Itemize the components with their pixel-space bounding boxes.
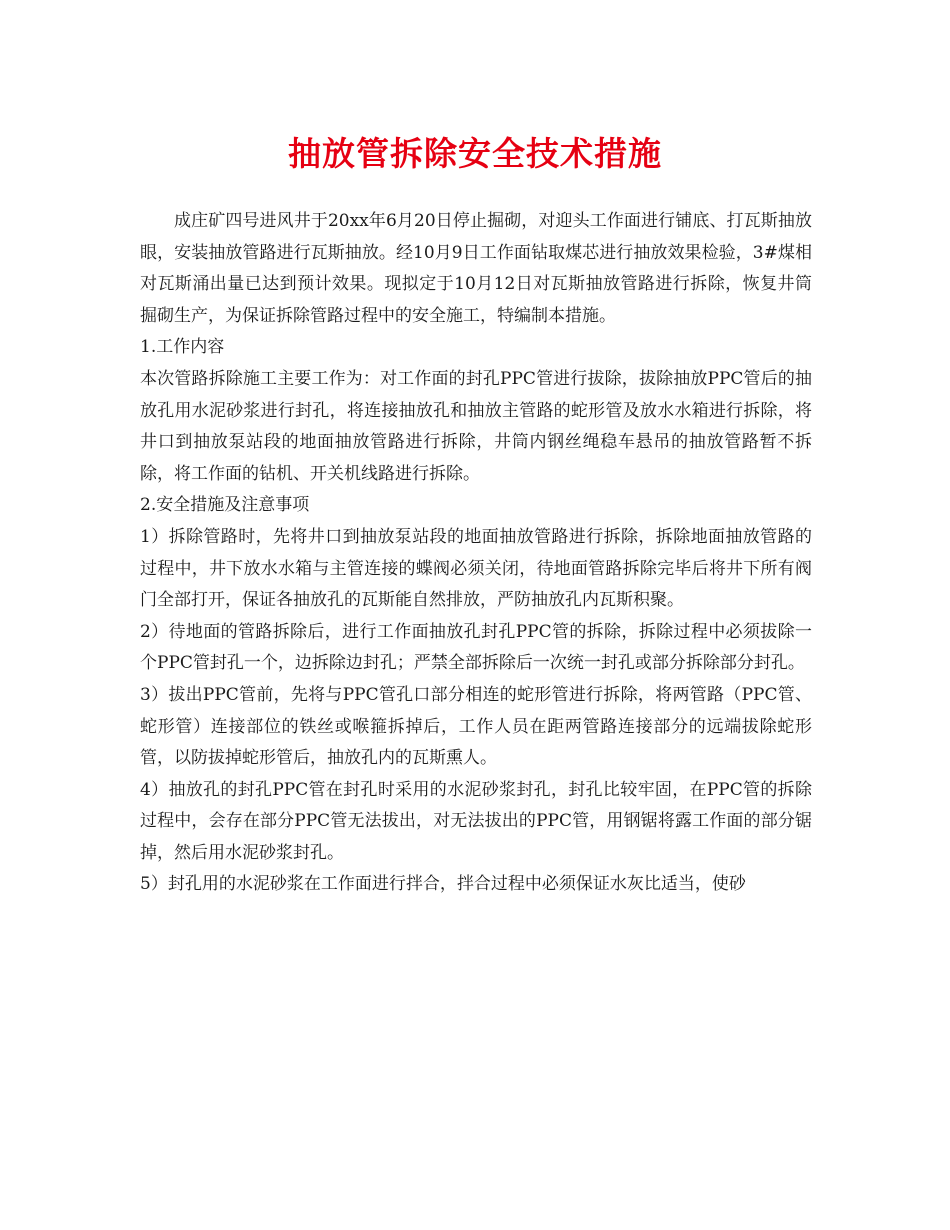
work-content-paragraph: 本次管路拆除施工主要工作为：对工作面的封孔PPC管进行拔除，拔除抽放PPC管后的抽放孔用水泥砂浆进行封孔，将连接抽放孔和抽放主管路的蛇形管及放水水箱进行拆除，将井口到抽放泵站段的地面抽放管路进行拆除，井筒内钢丝绳稳车悬吊的抽放管路暂不拆除，将工作面的钻机、开关机线路进行拆除。 [140,368,812,484]
intro-paragraph: 成庄矿四号进风井于20xx年6月20日停止掘砌，对迎头工作面进行铺底、打瓦斯抽放眼，安装抽放管路进行瓦斯抽放。经10月9日工作面钻取煤芯进行抽放效果检验，3#煤相对瓦斯涌出量已达到预计效果。现拟定于10月12日对瓦斯抽放管路进行拆除，恢复井筒掘砌生产，为保证拆除管路过程中的安全施工，特编制本措施。 [140,211,812,326]
safety-item-4: 4）抽放孔的封孔PPC管在封孔时采用的水泥砂浆封孔，封孔比较牢固，在PPC管的拆除过程中，会存在部分PPC管无法拔出，对无法拔出的PPC管，用钢锯将露工作面的部分锯掉，然后用水泥砂浆封孔。 [140,779,812,863]
safety-item-1: 1）拆除管路时，先将井口到抽放泵站段的地面抽放管路进行拆除，拆除地面抽放管路的过程中，井下放水水箱与主管连接的蝶阀必须关闭，待地面管路拆除完毕后将井下所有阀门全部打开，保证各抽放孔的瓦斯能自然排放，严防抽放孔内瓦斯积聚。 [140,526,812,611]
section-heading-safety-measures: 2.安全措施及注意事项 [140,495,310,516]
document-title: 抽放管拆除安全技术措施 [288,134,662,173]
document-body [140,206,812,901]
safety-item-3: 3）拔出PPC管前，先将与PPC管孔口部分相连的蛇形管进行拆除，将两管路（PPC管、蛇形管）连接部位的铁丝或喉箍拆掉后，工作人员在距两管路连接部分的远端拔除蛇形管，以防拔掉蛇形管后，抽放孔内的瓦斯熏人。 [140,684,812,769]
section-heading-work-content: 1.工作内容 [140,337,225,358]
safety-item-5: 5）封孔用的水泥砂浆在工作面进行拌合，拌合过程中必须保证水灰比适当，使砂 [140,874,746,895]
safety-item-2: 2）待地面的管路拆除后，进行工作面抽放孔封孔PPC管的拆除，拆除过程中必须拔除一个PPC管封孔一个，边拆除边封孔；严禁全部拆除后一次统一封孔或部分拆除部分封孔。 [140,621,812,674]
